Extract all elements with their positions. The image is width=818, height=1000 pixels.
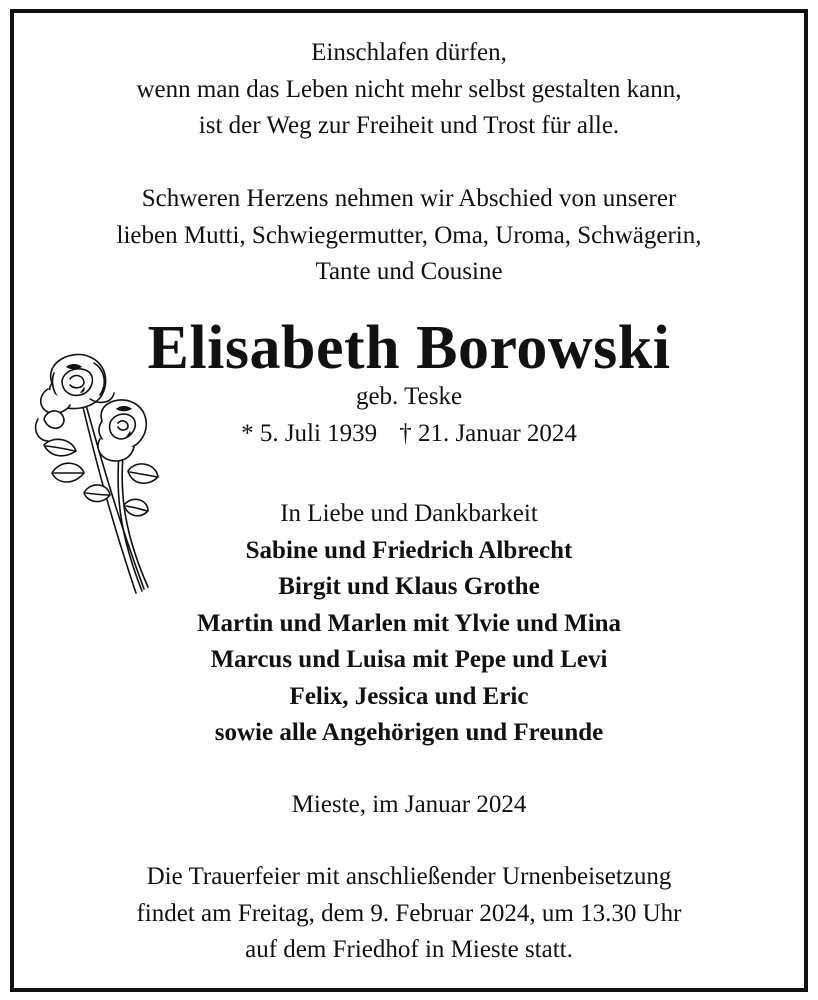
deceased-name: Elisabeth Borowski [147, 314, 671, 382]
mourner-line: Felix, Jessica und Eric [289, 682, 529, 710]
farewell-intro [14, 181, 804, 291]
mourners [14, 496, 804, 752]
place-date-block [14, 787, 804, 824]
birth-date: * 5. Juli 1939 [241, 419, 378, 447]
service-line: auf dem Friedhof in Mieste statt. [245, 936, 573, 963]
mourner-line: sowie alle Angehörigen und Freunde [214, 719, 604, 746]
intro-line: Schweren Herzens nehmen wir Abschied von unserer [141, 185, 677, 212]
motto-line: Einschlafen dürfen, [311, 39, 507, 66]
mourners-heading: In Liebe und Dankbarkeit [280, 500, 538, 527]
obituary-notice [10, 9, 808, 992]
intro-line: lieben Mutti, Schwiegermutter, Oma, Uroma, Schwägerin, [116, 221, 702, 249]
service-line: findet am Freitag, dem 9. Februar 2024, um 13.30 Uhr [136, 899, 682, 927]
funeral-service-info [14, 859, 804, 969]
mourner-line: Marcus und Luisa mit Pepe und Levi [210, 646, 608, 673]
place-date: Mieste, im Januar 2024 [291, 791, 527, 818]
mourner-line: Martin und Marlen mit Ylvie und Mina [196, 609, 622, 637]
mourner-line: Sabine und Friedrich Albrecht [245, 536, 573, 564]
death-date: † 21. Januar 2024 [399, 419, 577, 447]
intro-line: Tante und Cousine [315, 258, 503, 285]
motto-line: ist der Weg zur Freiheit und Trost für alle. [198, 112, 620, 139]
maiden-name: geb. Teske [355, 383, 463, 410]
motto [14, 35, 804, 145]
motto-line: wenn man das Leben nicht mehr selbst gestalten kann, [136, 75, 682, 103]
mourner-line: Birgit und Klaus Grothe [278, 573, 540, 600]
service-line: Die Trauerfeier mit anschließender Urnenbeisetzung [146, 863, 672, 890]
